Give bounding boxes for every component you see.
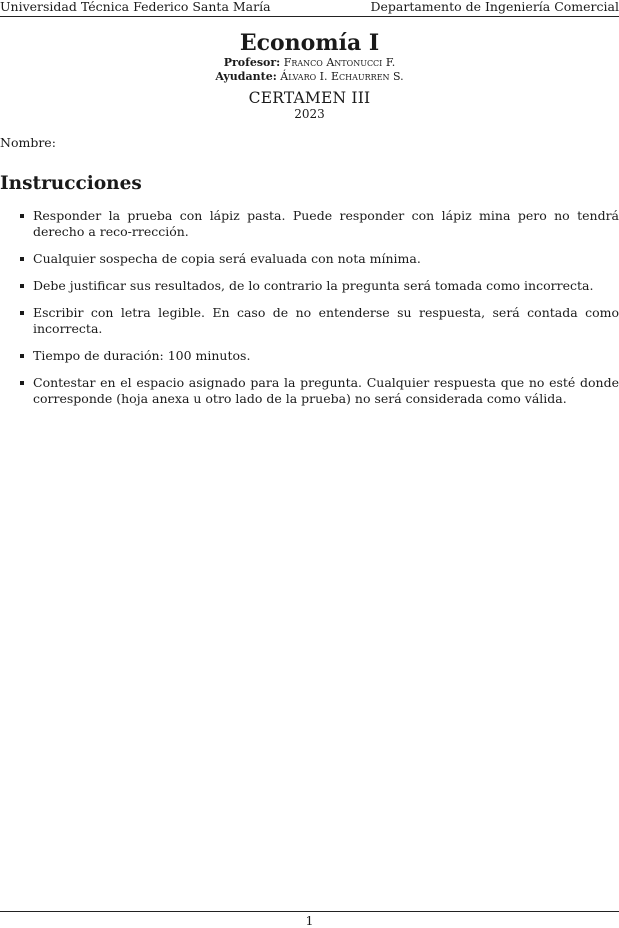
- exam-year: 2023: [294, 107, 325, 121]
- list-item: [0, 278, 619, 294]
- title-block: [0, 30, 619, 121]
- professor-name: Franco Antonucci F.: [283, 56, 396, 69]
- professor-label: Profesor:: [223, 56, 281, 69]
- page-number: 1: [305, 913, 314, 928]
- square-bullet-icon: [20, 381, 24, 385]
- assistant-label: Ayudante:: [215, 70, 277, 83]
- instructions-list: [0, 208, 619, 418]
- institution-name: Universidad Técnica Federico Santa María: [0, 0, 271, 14]
- square-bullet-icon: [20, 214, 24, 218]
- instruction-text: Cualquier sospecha de copia será evaluada con nota mínima.: [33, 251, 421, 266]
- footer-rule: [0, 911, 619, 912]
- assistant-line: [0, 70, 619, 84]
- square-bullet-icon: [20, 257, 24, 261]
- square-bullet-icon: [20, 354, 24, 358]
- exam-title: CERTAMEN III: [248, 89, 371, 107]
- professor-line: [0, 56, 619, 70]
- page-header: [0, 0, 619, 17]
- instruction-text: Responder la prueba con lápiz pasta. Puede responder con lápiz mina pero no tendrá derecho a reco-rrección.: [33, 208, 619, 239]
- course-title: Economía I: [239, 30, 380, 56]
- student-name-label: Nombre:: [0, 135, 56, 150]
- instruction-text: Escribir con letra legible. En caso de no entenderse su respuesta, será contada como incorrecta.: [33, 305, 619, 336]
- list-item: [0, 375, 619, 407]
- assistant-name: Álvaro I. Echaurren S.: [280, 70, 404, 83]
- instruction-text: Contestar en el espacio asignado para la pregunta. Cualquier respuesta que no esté donde corresponde (hoja anexa u otro lado de la prueba) no será considerada como válida.: [33, 375, 619, 406]
- list-item: [0, 305, 619, 337]
- square-bullet-icon: [20, 284, 24, 288]
- list-item: [0, 251, 619, 267]
- instruction-text: Tiempo de duración: 100 minutos.: [33, 348, 251, 363]
- square-bullet-icon: [20, 311, 24, 315]
- list-item: [0, 348, 619, 364]
- instruction-text: Debe justificar sus resultados, de lo contrario la pregunta será tomada como incorrecta.: [33, 278, 594, 293]
- instructions-heading: Instrucciones: [0, 173, 142, 194]
- list-item: [0, 208, 619, 240]
- department-name: Departamento de Ingeniería Comercial: [370, 0, 619, 14]
